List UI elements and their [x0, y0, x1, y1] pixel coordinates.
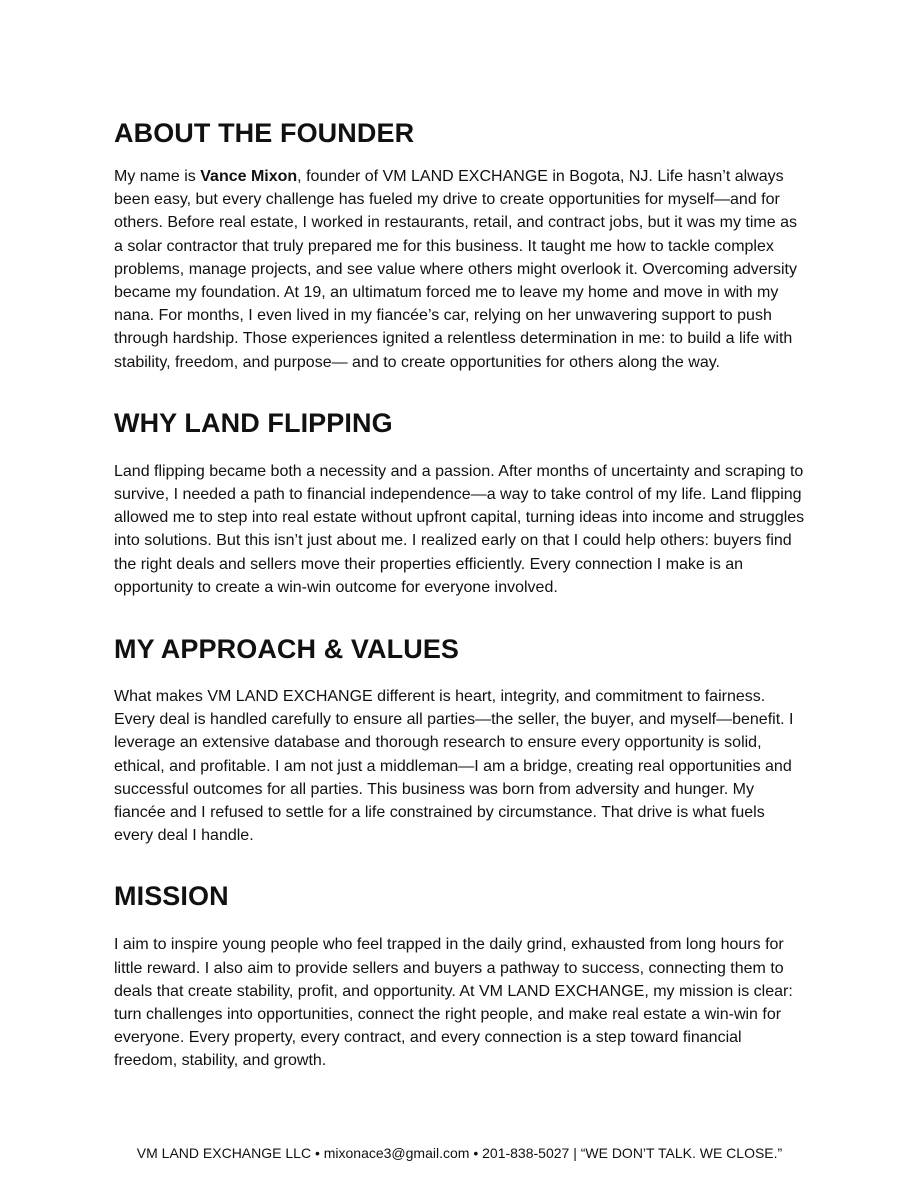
why-land-flipping-heading: WHY LAND FLIPPING — [114, 407, 393, 438]
about-founder-paragraph — [114, 165, 806, 374]
about-founder-heading: ABOUT THE FOUNDER — [114, 118, 415, 148]
why-land-flipping-paragraph: Land flipping became both a necessity and a passion. After months of uncertainty and scraping to survive, I needed a path to financial independence—a way to take control of my life. Land flipping allowed me to step into real estate without upfront capital, turning ideas into income and struggles into solutions. But this isn’t just about me. I realized early on that I could help others: buyers find the right deals and sellers move their properties efficiently. Every connection I make is an opportunity to create a win-win outcome for everyone involved. — [114, 462, 805, 596]
mission-paragraph: I aim to inspire young people who feel trapped in the daily grind, exhausted from long hours for little reward. I also aim to provide sellers and buyers a pathway to success, connecting them to deals that create stability, profit, and opportunity. At VM LAND EXCHANGE, my mission is clear: turn challenges into opportunities, connect the right people, and make real estate a win-win for everyone. Every property, every contract, and every connection is a step toward financial freedom, stability, and growth. — [114, 936, 793, 1070]
approach-values-paragraph: What makes VM LAND EXCHANGE different is heart, integrity, and commitment to fairness. Every deal is handled carefully to ensure all parties—the seller, the buyer, and myself—benefit. I leverage an extensive database and thorough research to ensure every opportunity is solid, ethical, and profitable. I am not just a middleman—I am a bridge, creating real opportunities and successful outcomes for all parties. This business was born from adversity and hunger. My fiancée and I refused to settle for a life constrained by circumstance. That drive is what fuels every deal I handle. — [114, 688, 794, 845]
page-footer: VM LAND EXCHANGE LLC • mixonace3@gmail.com • 201-838-5027 | “WE DON’T TALK. WE CLOSE.” — [136, 1145, 783, 1161]
intro-text-after: , founder of VM LAND EXCHANGE in Bogota, NJ. Life hasn’t always been easy, but every challenge has fueled my drive to create opportunities for myself—and for others. Before real estate, I worked in restaurants, retail, and contract jobs, but it was my time as a solar contractor that truly prepared me for this business. It taught me how to tackle complex problems, manage projects, and see value where others might overlook it. Overcoming adversity became my foundation. At 19, an ultimatum forced me to leave my home and move in with my nana. For months, I even lived in my fiancée’s car, relying on her unwavering support to push through hardship. Those experiences ignited a relentless determination in me: to build a life with stability, freedom, and purpose— and to create opportunities for others along the way. — [114, 168, 797, 371]
mission-section — [114, 879, 806, 1072]
intro-text-before: My name is — [114, 168, 201, 185]
mission-heading: MISSION — [114, 881, 229, 912]
approach-values-section — [114, 632, 806, 847]
founder-name: Vance Mixon — [200, 168, 298, 185]
about-founder-section — [114, 116, 806, 374]
why-land-flipping-section — [114, 406, 806, 599]
document-page — [114, 116, 806, 1073]
approach-values-heading: MY APPROACH & VALUES — [114, 634, 460, 665]
